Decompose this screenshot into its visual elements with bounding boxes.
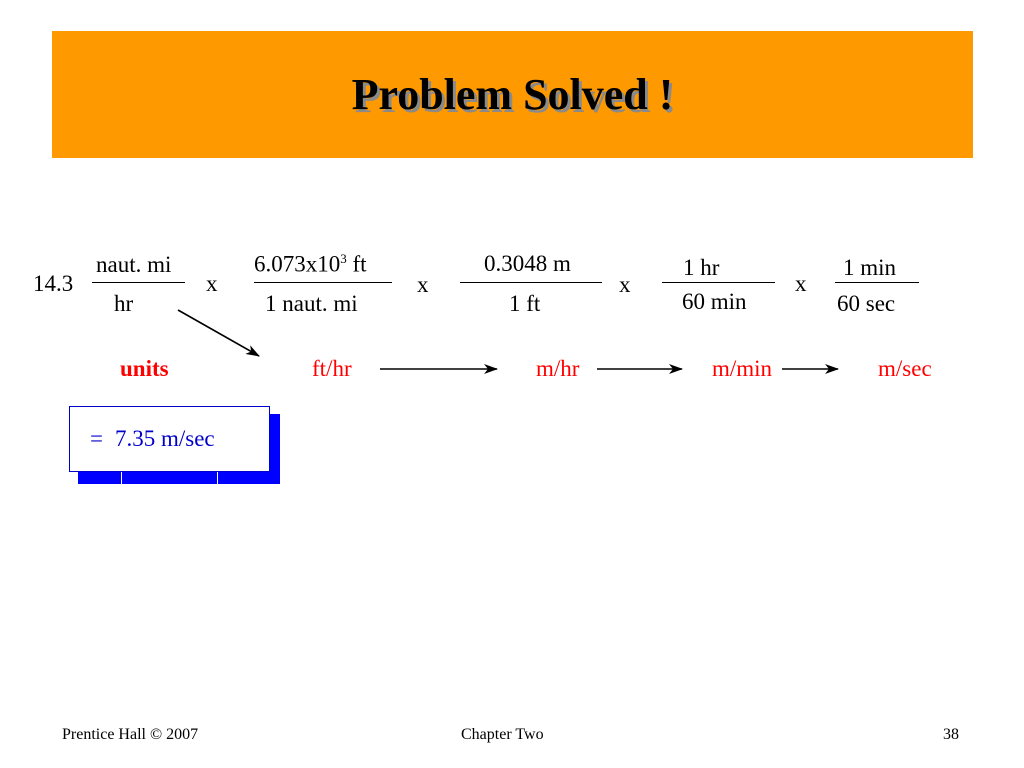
answer-value: 7.35 m/sec (114, 426, 215, 451)
multiply-sign-1: x (206, 271, 218, 296)
fraction-2-numerator-unit: ft (352, 251, 367, 277)
fraction-2-denominator: 1 naut. mi (265, 291, 358, 316)
fraction-5-denominator: 60 sec (837, 291, 896, 316)
answer-box (69, 406, 270, 472)
unit-step-m-hr: m/hr (536, 356, 580, 381)
fraction-1-denominator: hr (114, 291, 134, 316)
fraction-4-numerator: 1 hr (683, 255, 720, 280)
multiply-sign-2: x (417, 272, 429, 297)
slide-title: Problem Solved ! (351, 70, 674, 119)
fraction-2-numerator-base: 6.073x10 (254, 251, 341, 277)
footer-chapter: Chapter Two (461, 726, 544, 743)
footer-page-number: 38 (943, 726, 959, 743)
unit-step-m-min: m/min (712, 356, 773, 381)
leading-value: 14.3 (33, 271, 74, 296)
unit-step-ft-hr: ft/hr (312, 356, 352, 381)
multiply-sign-4: x (795, 271, 807, 296)
multiply-sign-3: x (619, 272, 631, 297)
diagonal-arrow (178, 310, 259, 356)
footer-copyright: Prentice Hall © 2007 (62, 726, 199, 743)
fraction-1-numerator: naut. mi (96, 252, 172, 277)
unit-step-m-sec: m/sec (878, 356, 932, 381)
fraction-2-exponent: 3 (340, 251, 347, 266)
answer-equals: = (90, 426, 103, 451)
fraction-5-numerator: 1 min (843, 255, 897, 280)
fraction-3-denominator: 1 ft (509, 291, 541, 316)
fraction-3-numerator: 0.3048 m (484, 251, 571, 276)
units-label: units (120, 356, 169, 381)
fraction-4-denominator: 60 min (682, 289, 747, 314)
